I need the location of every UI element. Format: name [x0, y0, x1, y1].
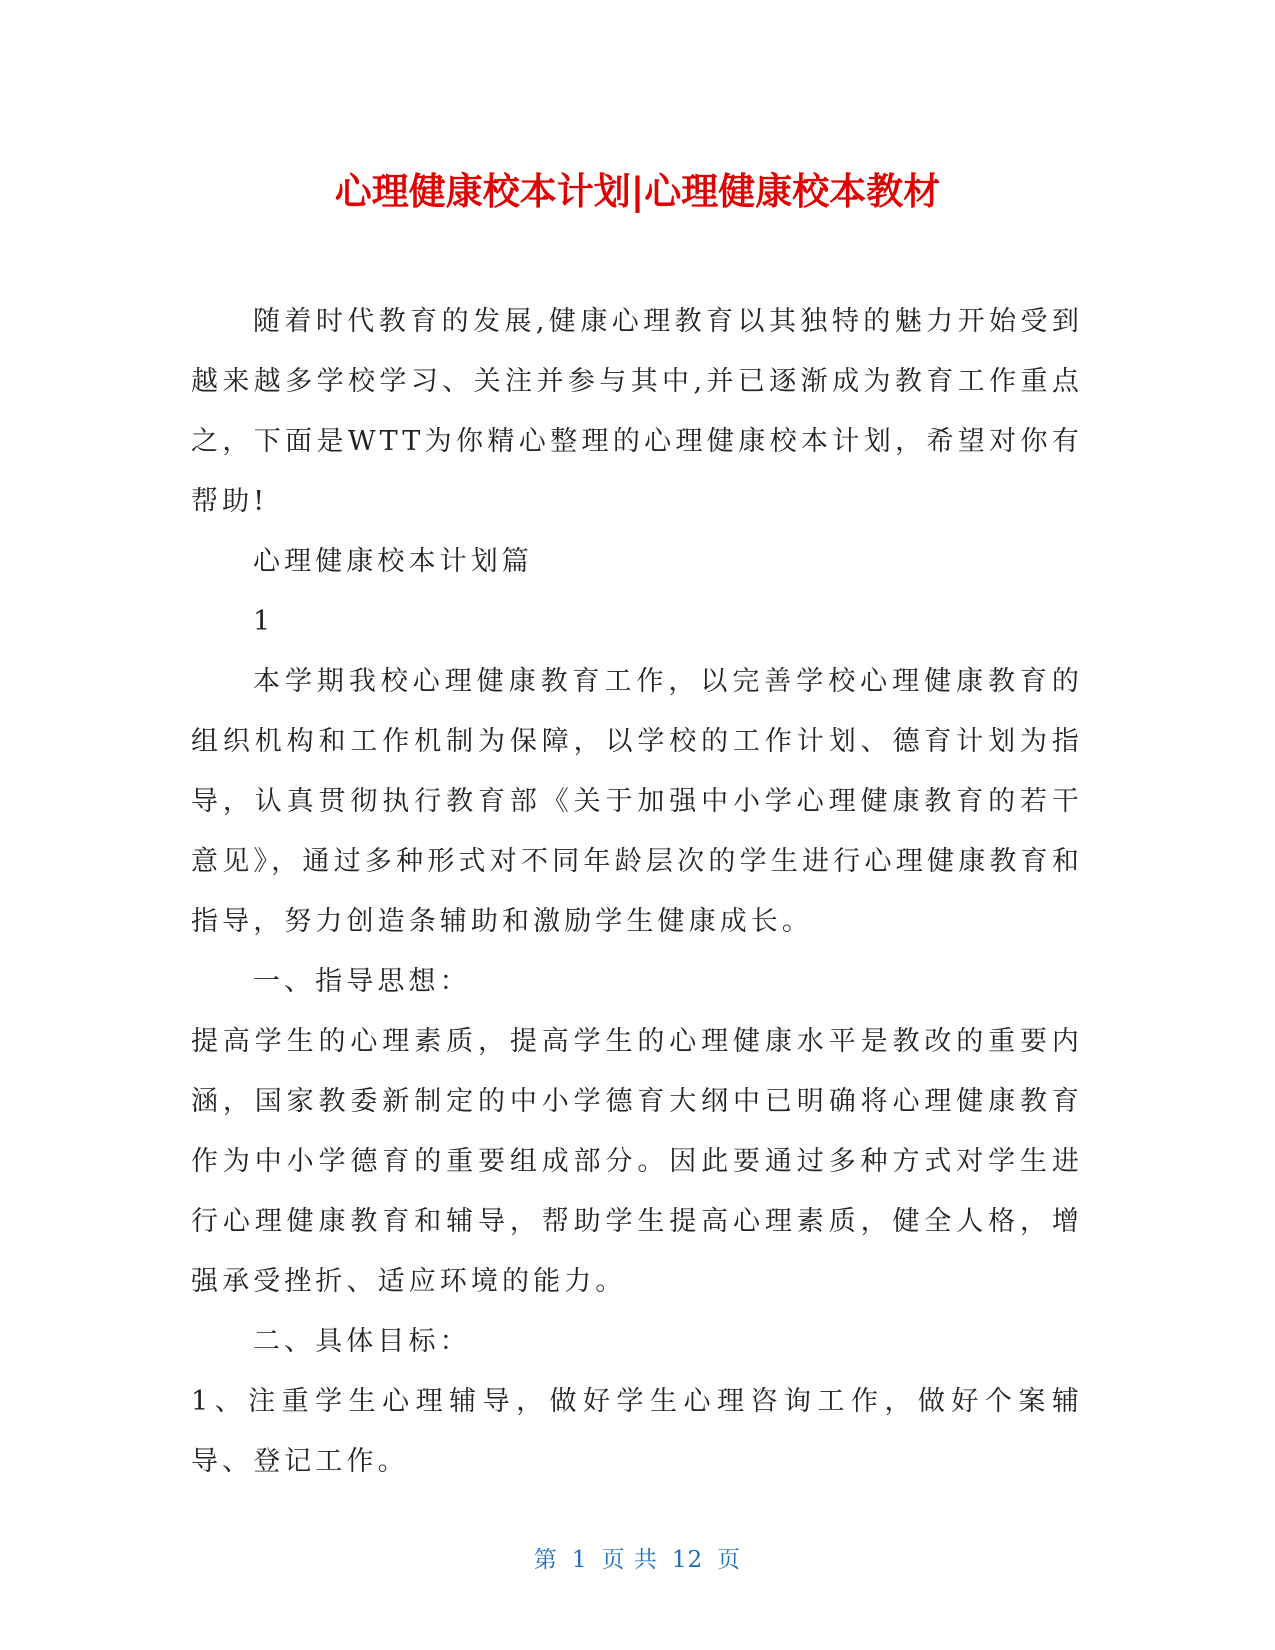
page-footer: [0, 1545, 1275, 1575]
section-heading: 二、具体目标：: [253, 1326, 471, 1357]
footer-total-pages: 12: [671, 1547, 704, 1573]
paragraph: 提高学生的心理素质，提高学生的心理健康水平是教改的重要内涵，国家教委新制定的中小学德育大纲中已明确将心理健康教育作为中小学德育的重要组成部分。因此要通过多种方式对学生进行心理健康教育和辅导，帮助学生提高心理素质，健全人格，增强承受挫折、适应环境的能力。: [191, 1026, 1083, 1297]
footer-label-of: 页 共: [601, 1547, 658, 1573]
document-body: [191, 292, 1083, 1492]
footer-label-page: 第: [533, 1547, 558, 1573]
footer-current-page: 1: [571, 1547, 588, 1573]
section-heading: 一、指导思想：: [253, 966, 471, 997]
paragraph: 随着时代教育的发展,健康心理教育以其独特的魅力开始受到越来越多学校学习、关注并参与其中,并已逐渐成为教育工作重点之，下面是WTT为你精心整理的心理健康校本计划，希望对你有帮助!: [191, 306, 1083, 517]
document-title: 心理健康校本计划|心理健康校本教材: [334, 170, 941, 213]
footer-label-end: 页: [717, 1547, 742, 1573]
list-item: 1、注重学生心理辅导，做好学生心理咨询工作，做好个案辅导、登记工作。: [191, 1386, 1083, 1477]
section-heading: 心理健康校本计划篇: [253, 546, 533, 577]
section-number: 1: [253, 606, 275, 637]
paragraph: 本学期我校心理健康教育工作，以完善学校心理健康教育的组织机构和工作机制为保障，以学校的工作计划、德育计划为指导，认真贯彻执行教育部《关于加强中小学心理健康教育的若干意见》，通过多种形式对不同年龄层次的学生进行心理健康教育和指导，努力创造条辅助和激励学生健康成长。: [191, 666, 1083, 937]
